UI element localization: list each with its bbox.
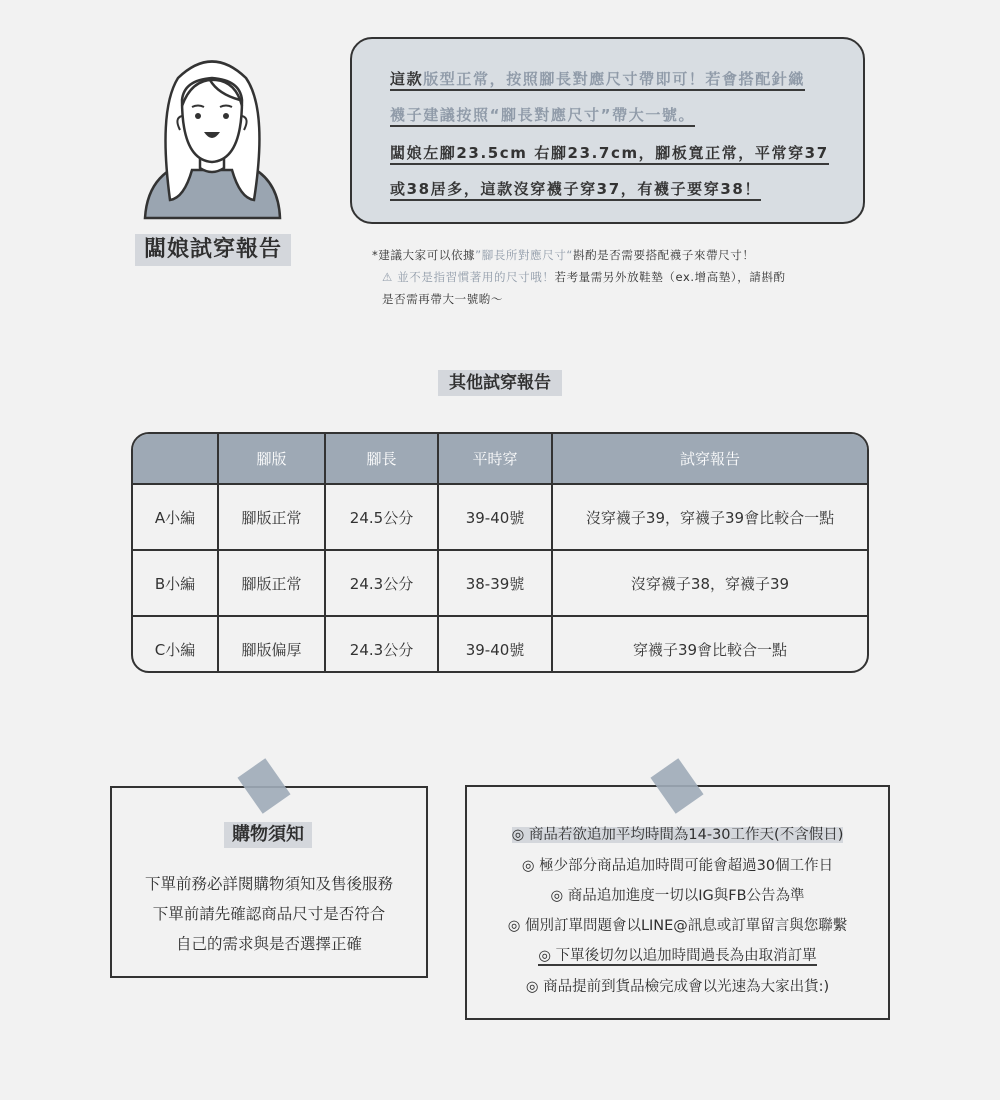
table-header-row	[133, 434, 867, 484]
cell-usual-size: 39-40號	[438, 616, 552, 673]
cell-editor: B小編	[133, 550, 218, 616]
purchase-notice-box	[110, 786, 428, 978]
cell-fit-report: 沒穿襪子38，穿襪子39	[552, 550, 867, 616]
cell-fit-report: 穿襪子39會比較合一點	[552, 616, 867, 673]
cell-foot-shape: 腳版偏厚	[218, 616, 325, 673]
bubble-line-1: 這款版型正常，按照腳長對應尺寸帶即可！若會搭配針織	[390, 69, 805, 91]
cell-foot-length: 24.3公分	[325, 616, 438, 673]
table-row	[133, 550, 867, 616]
cell-editor: A小編	[133, 484, 218, 550]
notice-line-3: 自己的需求與是否選擇正確	[175, 935, 362, 953]
bubble-line-3: 闆娘左腳23.5cm 右腳23.7cm，腳板寬正常，平常穿37	[390, 143, 829, 165]
cell-fit-report: 沒穿襪子39，穿襪子39會比較合一點	[552, 484, 867, 550]
info-line-6: ◎ 商品提前到貨品檢完成會以光速為大家出貨:)	[525, 979, 830, 995]
info-line-3: ◎ 商品追加進度一切以IG與FB公告為準	[550, 888, 805, 904]
notice-line-1: 下單前務必詳閱購物須知及售後服務	[144, 875, 393, 893]
owner-avatar	[140, 50, 285, 220]
shipping-info-box	[465, 785, 890, 1020]
warning-icon-text: ⚠ 並不是指習慣著用的尺寸哦！	[382, 270, 555, 284]
table-row	[133, 484, 867, 550]
cell-foot-length: 24.5公分	[325, 484, 438, 550]
header-foot-shape: 腳版	[218, 434, 325, 484]
other-reports-title: 其他試穿報告	[438, 370, 562, 396]
bubble-line-2: 襪子建議按照“腳長對應尺寸”帶大一號。	[390, 105, 695, 127]
cell-foot-shape: 腳版正常	[218, 484, 325, 550]
info-line-4: ◎ 個別訂單問題會以LINE@訊息或訂單留言與您聯繫	[507, 918, 848, 934]
info-line-2: ◎ 極少部分商品追加時間可能會超過30個工作日	[521, 858, 834, 874]
note-line-1: *建議大家可以依據”腳長所對應尺寸“斟酌是否需要搭配襪子來帶尺寸！	[372, 248, 755, 262]
cell-editor: C小編	[133, 616, 218, 673]
notice-line-2: 下單前請先確認商品尺寸是否符合	[152, 905, 386, 923]
cell-foot-shape: 腳版正常	[218, 550, 325, 616]
cell-foot-length: 24.3公分	[325, 550, 438, 616]
info-line-5: ◎ 下單後切勿以追加時間過長為由取消訂單	[538, 948, 817, 964]
header-blank	[133, 434, 218, 484]
table-row	[133, 616, 867, 673]
cell-usual-size: 38-39號	[438, 550, 552, 616]
bubble-line-4: 或38居多，這款沒穿襪子穿37，有襪子要穿38！	[390, 179, 761, 201]
owner-report-title: 闆娘試穿報告	[135, 234, 291, 266]
owner-report-bubble	[350, 37, 865, 224]
purchase-notice-title: 購物須知	[224, 822, 312, 848]
note-line-2: ⚠ 並不是指習慣著用的尺寸哦！若考量需另外放鞋墊（ex.增高墊），請斟酌	[382, 270, 786, 284]
size-report-table	[131, 432, 869, 673]
header-usual-size: 平時穿	[438, 434, 552, 484]
note-line-3: 是否需再帶大一號喲～	[382, 292, 503, 306]
cell-usual-size: 39-40號	[438, 484, 552, 550]
size-notes	[372, 244, 852, 310]
header-foot-length: 腳長	[325, 434, 438, 484]
info-line-1: ◎ 商品若欲追加平均時間為14-30工作天(不含假日)	[511, 827, 844, 843]
header-fit-report: 試穿報告	[552, 434, 867, 484]
